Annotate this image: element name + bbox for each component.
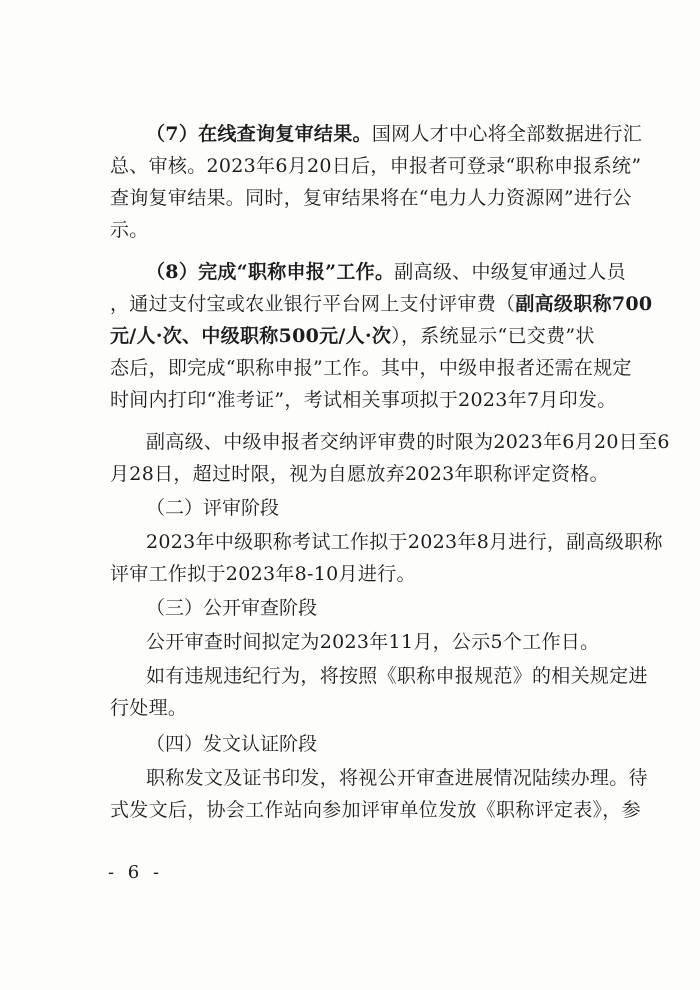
paragraph-review-schedule: 2023年中级职称考试工作拟于2023年8月进行，副高级职称 评审工作拟于2023年8-10月进行。 [110,531,663,585]
section-heading-public-review: （三）公开审查阶段 [146,597,318,619]
section-heading-review: （二）评审阶段 [146,497,280,519]
paragraph-7: （7）在线查询复审结果。国网人才中心将全部数据进行汇 总、审核。2023年6月20日后，申报者可登录“职称申报系统” 查询复审结果。同时，复审结果将在“电力人力资源网”进行公 示。 [110,123,643,241]
page-number: - 6 - [108,862,164,883]
paragraph-8: （8）完成“职称申报”工作。副高级、中级复审通过人员 ，通过支付宝或农业银行平台网上支付评审费（副高级职称700 元/人·次、中级职称500元/人·次），系统显示“已交费”状 态后，即完成“职称申报”工作。其中，中级申报者还需在规定 时间内打印“准考证”，考试相关事项拟于2023年7月印发。 [110,261,653,411]
paragraph-public-review: 公开审查时间拟定为2023年11月，公示5个工作日。 [146,631,600,653]
paragraph-fee-deadline: 副高级、中级申报者交纳评审费的时限为2023年6月20日至6 月28日，超过时限，视为自愿放弃2023年职称评定资格。 [110,431,670,485]
paragraph-certification: 职称发文及证书印发，将视公开审查进展情况陆续办理。待 式发文后，协会工作站向参加评审单位发放《职称评定表》，参 [110,767,648,821]
item-8-title: （8）完成“职称申报”工作。 [146,261,395,283]
section-heading-certification: （四）发文认证阶段 [146,733,318,755]
paragraph-violations: 如有违规违纪行为，将按照《职称申报规范》的相关规定进 行处理。 [110,665,648,719]
item-7-title: （7）在线查询复审结果。 [146,123,372,145]
